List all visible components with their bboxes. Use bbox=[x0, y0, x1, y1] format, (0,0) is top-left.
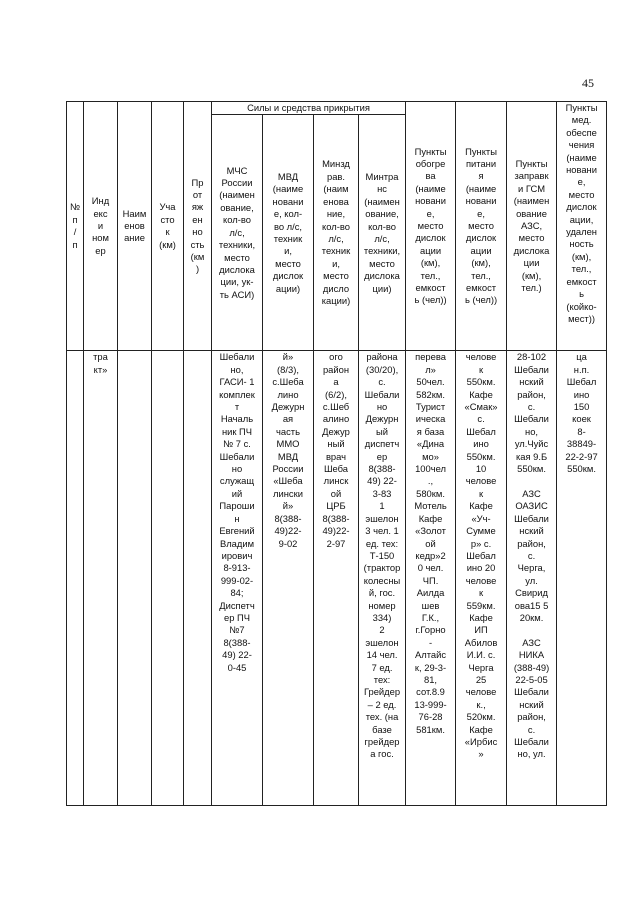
cell-food: челове к 550км. Кафе «Смак» с. Шебал ино 550км. 10 челове к Кафе «Уч- Сумме р» с. Шебал ино 20 челове к 559км. Кафе ИП Абилов И.И. с. Черга 25 челове к., 520км. Кафе «Ирбис » bbox=[456, 351, 507, 806]
resources-table bbox=[66, 101, 607, 806]
header-name: Наим енов ание bbox=[118, 102, 152, 351]
cell-name bbox=[118, 351, 152, 806]
header-group: Силы и средства прикрытия bbox=[212, 102, 406, 115]
header-index: Инд екс и ном ер bbox=[84, 102, 118, 351]
header-minzdrav: Минзд рав. (наим енова ние, кол-во л/с, техник и, место дисло кации) bbox=[314, 115, 359, 351]
header-row-1 bbox=[67, 102, 607, 115]
header-fuel: Пункты заправк и ГСМ (наимен ование АЗС, место дислока ции (км), тел.) bbox=[507, 102, 557, 351]
cell-mchs: Шебали но, ГАСИ- 1 комплек т Началь ник ПЧ № 7 с. Шебали но служащ ий Пароши н Евгений Владим ирович 8-913- 999-02- 84; Диспетч ер ПЧ №7 8(388- 49) 22- 0-45 bbox=[212, 351, 263, 806]
cell-medical: ца н.п. Шебал ино 150 коек 8- 38849- 22-2-97 550км. bbox=[557, 351, 607, 806]
header-heating: Пункты обогре ва (наиме новани е, место дислок ации (км), тел., емкост ь (чел)) bbox=[406, 102, 456, 351]
header-num: № п / п bbox=[67, 102, 84, 351]
header-length: Пр от яж ен но сть (км ) bbox=[184, 102, 212, 351]
cell-minzdrav: ого район а (6/2), с.Шеб алино Дежур ный врач Шеба линск ой ЦРБ 8(388- 49)22- 2-97 bbox=[314, 351, 359, 806]
header-food: Пункты питани я (наиме новани е, место дислок ации (км), тел., емкост ь (чел)) bbox=[456, 102, 507, 351]
cell-mintrans: района (30/20), с. Шебали но Дежурн ый диспетч ер 8(388- 49) 22- 3-83 1 эшелон 3 чел. 1 ед. тех: Т-150 (трактор колесны й, гос. номер 334) 2 эшелон 14 чел. 7 ед. тех: Грейдер – 2 ед. тех. (на базе грейдер а гос. bbox=[359, 351, 406, 806]
page-number: 45 bbox=[582, 76, 594, 90]
cell-num bbox=[67, 351, 84, 806]
header-mchs: МЧС России (наимен ование, кол-во л/с, техники, место дислока ции, ук- ть АСИ) bbox=[212, 115, 263, 351]
cell-mvd: й» (8/3), с.Шеба лино Дежурн ая часть ММО МВД России «Шеба лински й» 8(388- 49)22- 9-02 bbox=[263, 351, 314, 806]
table-row bbox=[67, 351, 607, 806]
cell-index: тра кт» bbox=[84, 351, 118, 806]
cell-heating: перева л» 50чел. 582км. Турист ическа я база «Дина мо» 100чел ., 580км. Мотель Кафе «Золот ой кедр»2 0 чел. ЧП. Аилда шев Г.К., г.Горно - Алтайс к, 29-3- 81, сот.8.9 13-999- 76-28 581км. bbox=[406, 351, 456, 806]
header-section: Уча сто к (км) bbox=[152, 102, 184, 351]
cell-length bbox=[184, 351, 212, 806]
header-mintrans: Минтра нс (наимен ование, кол-во л/с, техники, место дислока ции) bbox=[359, 115, 406, 351]
header-mvd: МВД (наиме новани е, кол- во л/с, техник и, место дислок ации) bbox=[263, 115, 314, 351]
cell-section bbox=[152, 351, 184, 806]
header-medical: Пункты мед. обеспе чения (наиме новани е, место дислок ации, удален ность (км), тел., емкост ь (койко- мест)) bbox=[557, 102, 607, 351]
cell-fuel: 28-102 Шебали нский район, с. Шебали но, ул.Чуйс кая 9.Б 550км. АЗС ОАЗИС Шебали нский район, с. Черга, ул. Свирид ова15 5 20км. АЗС НИКА (388-49) 22-5-05 Шебали нский район, с. Шебали но, ул. bbox=[507, 351, 557, 806]
